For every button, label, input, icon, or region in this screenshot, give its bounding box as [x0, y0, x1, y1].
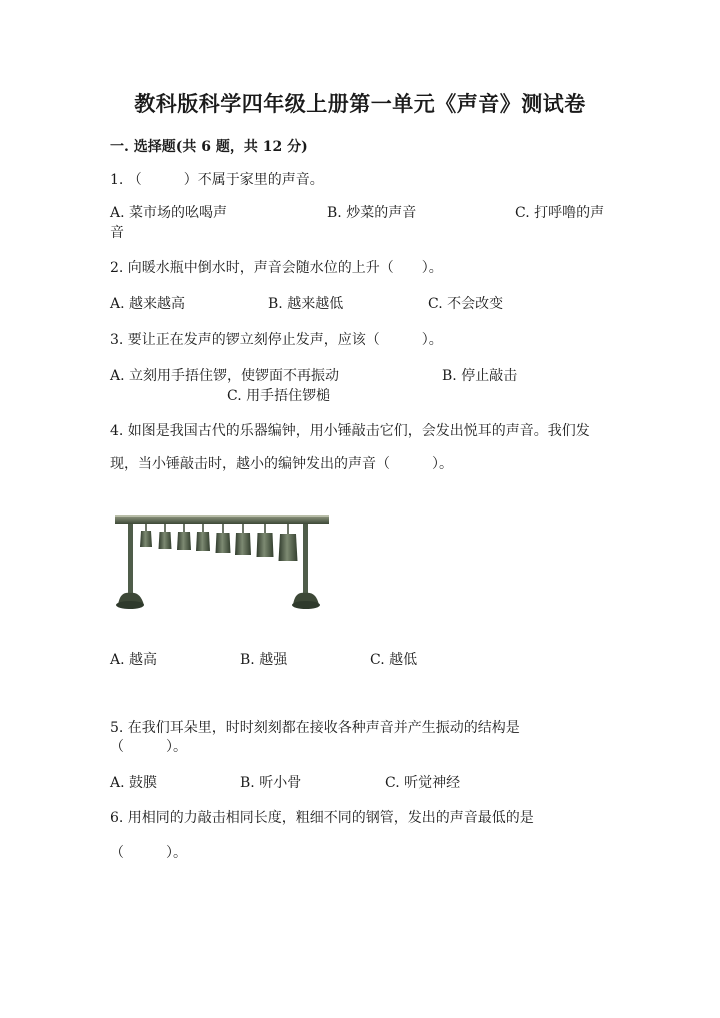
question-4-option-a: A. 越高	[110, 652, 158, 668]
bell-1	[140, 524, 152, 547]
question-2-stem: 2. 向暖水瓶中倒水时，声音会随水位的上升（ ）。	[110, 260, 443, 276]
bell-2	[159, 524, 172, 549]
bell-rack-post-right	[303, 524, 308, 596]
question-2-option-c: C. 不会改变	[428, 296, 504, 312]
question-1-option-a: A. 菜市场的吆喝声	[110, 205, 228, 221]
question-3-option-c: C. 用手捂住锣槌	[227, 388, 331, 404]
question-4-option-b: B. 越强	[240, 652, 288, 668]
section-heading: 一. 选择题(共 6 题，共 12 分)	[110, 139, 308, 155]
question-4-stem-line2: 现，当小锤敲击时，越小的编钟发出的声音（ ）。	[110, 456, 453, 472]
question-1-option-c: C. 打呼噜的声	[515, 205, 605, 221]
question-5-option-b: B. 听小骨	[240, 775, 302, 791]
question-2-option-b: B. 越来越低	[268, 296, 344, 312]
bell-6	[235, 524, 251, 555]
question-6-stem-line2: （ ）。	[110, 845, 187, 861]
question-2-option-a: A. 越来越高	[110, 296, 186, 312]
question-1-stem: 1. （ ）不属于家里的声音。	[110, 172, 324, 188]
bell-5	[216, 524, 231, 553]
bell-7	[257, 524, 274, 557]
question-4-option-c: C. 越低	[370, 652, 418, 668]
question-3-stem: 3. 要让正在发声的锣立刻停止发声，应该（ ）。	[110, 332, 443, 348]
bell-4	[196, 524, 210, 551]
question-3-option-b: B. 停止敲击	[442, 368, 518, 384]
question-3-option-a: A. 立刻用手捂住锣，使锣面不再振动	[110, 368, 340, 384]
question-4-stem-line1: 4. 如图是我国古代的乐器编钟，用小锤敲击它们，会发出悦耳的声音。我们发	[110, 423, 590, 439]
question-5-option-c: C. 听觉神经	[385, 775, 461, 791]
question-1-option-c-cont: 音	[110, 225, 124, 241]
bell-rack-post-left	[128, 524, 133, 596]
question-5-stem-line2: （ ）。	[110, 739, 187, 755]
bell-3	[177, 524, 191, 550]
page-title: 教科版科学四年级上册第一单元《声音》测试卷	[134, 91, 586, 116]
bell-8	[279, 524, 298, 561]
question-5-stem-line1: 5. 在我们耳朵里，时时刻刻都在接收各种声音并产生振动的结构是	[110, 720, 520, 736]
bianzhong-illustration	[110, 505, 335, 615]
question-5-option-a: A. 鼓膜	[110, 775, 158, 791]
question-1-option-b: B. 炒菜的声音	[327, 205, 417, 221]
question-6-stem-line1: 6. 用相同的力敲击相同长度，粗细不同的钢管，发出的声音最低的是	[110, 810, 534, 826]
